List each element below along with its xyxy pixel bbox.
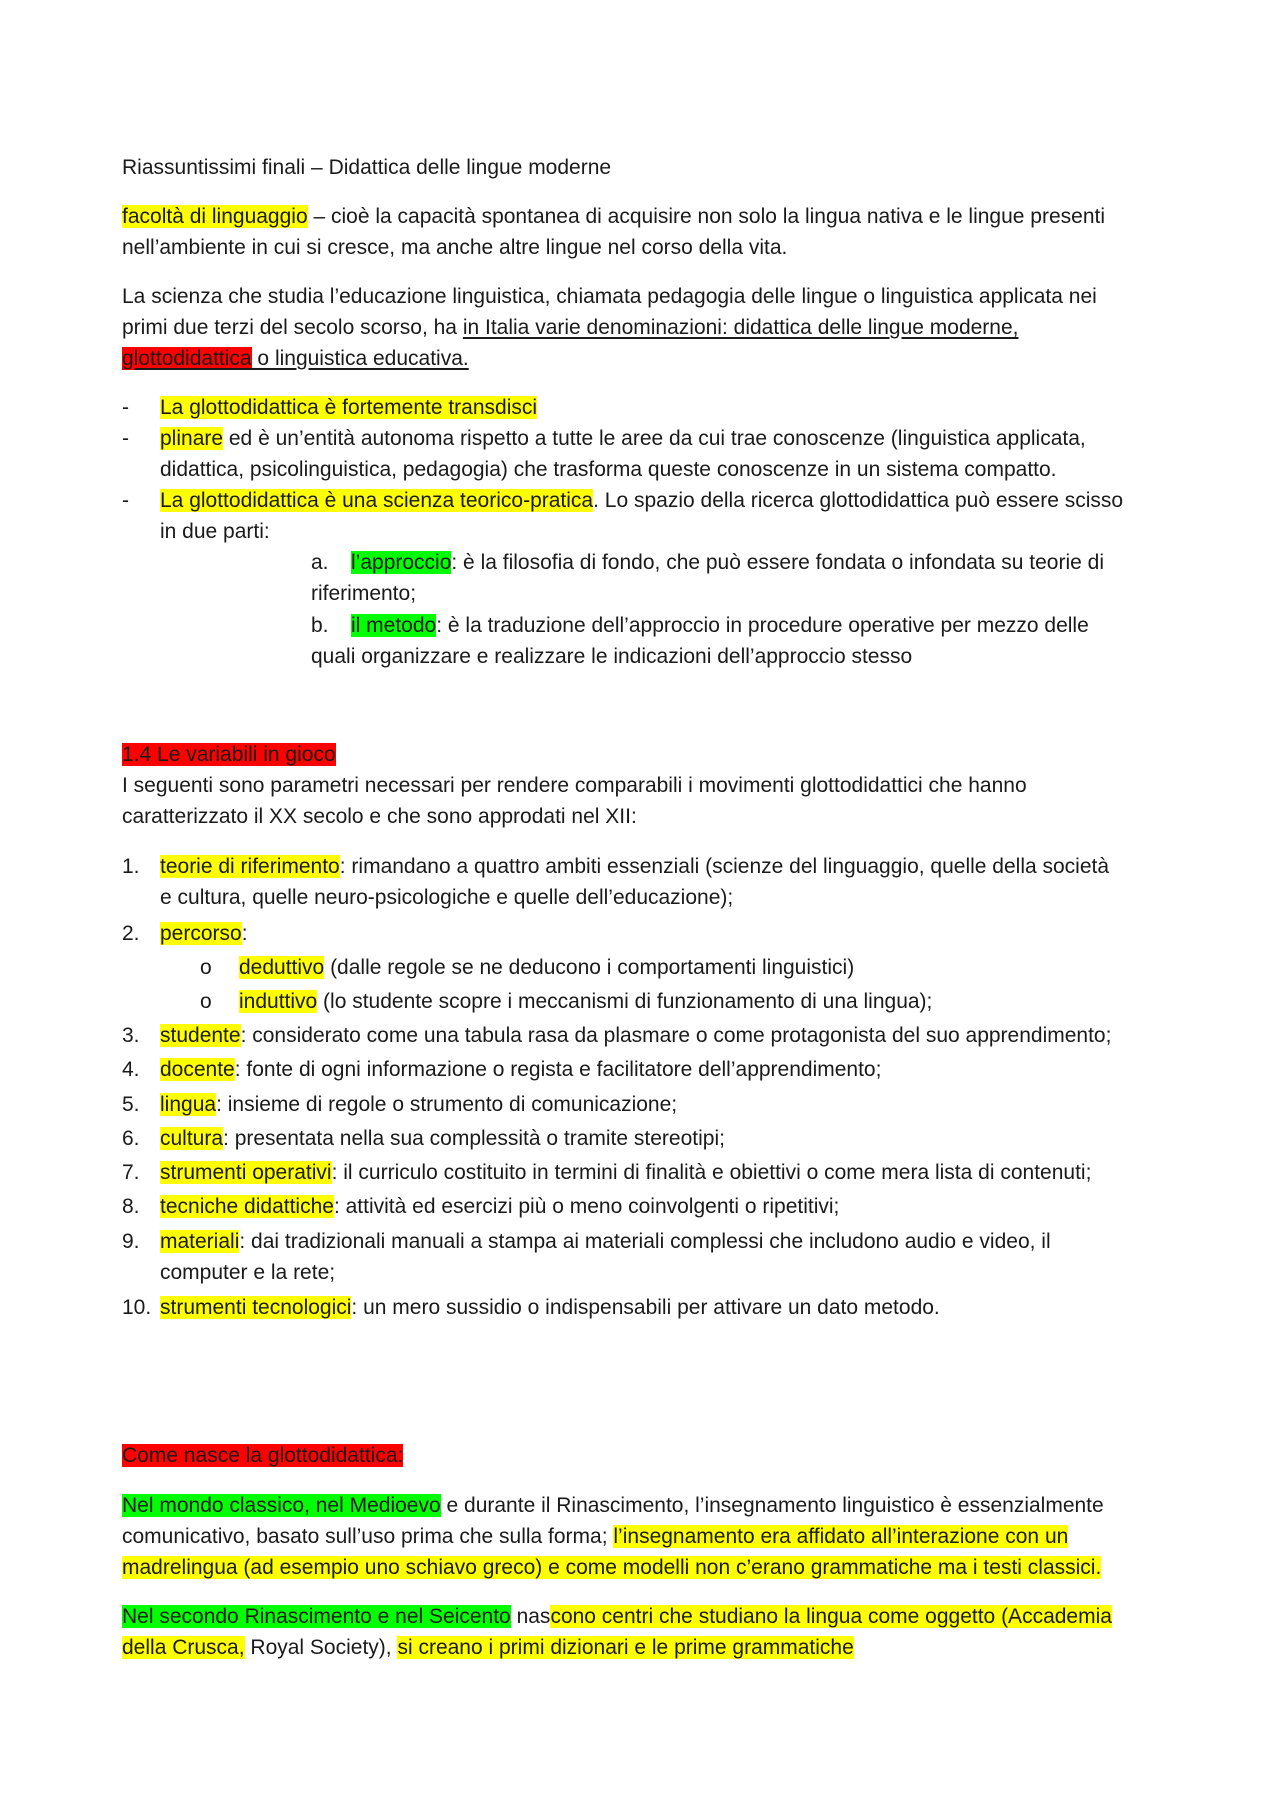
bullet-marker: o — [200, 990, 212, 1013]
dash-item-3-line-2: in due parti: — [160, 520, 270, 543]
percorso-sub-item: induttivo (lo studente scopre i meccanismi di funzionamento di una lingua); — [239, 990, 933, 1013]
list-item: cultura: presentata nella sua complessità o tramite stereotipi; — [160, 1127, 725, 1150]
sub-item-metodo-line-2: quali organizzare e realizzare le indicazioni dell’approccio stesso — [311, 645, 913, 668]
sub-item-metodo: il metodo: è la traduzione dell’approccio in procedure operative per mezzo delle — [351, 614, 1089, 637]
list-number: 1. — [122, 855, 140, 878]
science-line-2: primi due terzi del secolo scorso, ha in Italia varie denominazioni: didattica delle lingue moderne, — [122, 316, 1019, 339]
variabili-intro-1: I seguenti sono parametri necessari per rendere comparabili i movimenti glottodidattici che hanno — [122, 774, 1027, 797]
dash-marker: - — [122, 489, 129, 512]
list-item: lingua: insieme di regole o strumento di comunicazione; — [160, 1093, 678, 1116]
dash-item-2-line-2: didattica, psicolinguistica, pedagogia) che trasforma queste conoscenze in un sistema compatto. — [160, 458, 1057, 481]
list-number: 3. — [122, 1024, 140, 1047]
nasce-p2-line-2: della Crusca, Royal Society), si creano i primi dizionari e le prime grammatiche — [122, 1636, 854, 1659]
list-number: 2. — [122, 922, 140, 945]
nasce-p1-line-2: comunicativo, basato sull’uso prima che sulla forma; l’insegnamento era affidato all’interazione con un — [122, 1525, 1069, 1548]
list-number: 7. — [122, 1161, 140, 1184]
section-heading-variabili: 1.4 Le variabili in gioco — [122, 743, 336, 766]
section-heading-nasce: Come nasce la glottodidattica: — [122, 1444, 404, 1467]
term-facolta-linguaggio: facoltà di linguaggio — [122, 205, 308, 228]
list-number: 4. — [122, 1058, 140, 1081]
bullet-marker: o — [200, 956, 212, 979]
intro-line-1: facoltà di linguaggio – cioè la capacità spontanea di acquisire non solo la lingua nativa e le lingue presenti — [122, 205, 1106, 228]
sub-marker: b. — [311, 614, 329, 637]
dash-item-1: La glottodidattica è fortemente transdisci — [160, 396, 538, 419]
list-item: docente: fonte di ogni informazione o regista e facilitatore dell’apprendimento; — [160, 1058, 882, 1081]
nasce-p1-line-3: madrelingua (ad esempio uno schiavo greco) e come modelli non c’erano grammatiche ma i testi classici. — [122, 1556, 1102, 1579]
nasce-p2-line-1: Nel secondo Rinascimento e nel Seicento nascono centri che studiano la lingua come oggetto (Accademia — [122, 1605, 1112, 1628]
nasce-p1-line-1: Nel mondo classico, nel Medioevo e durante il Rinascimento, l’insegnamento linguistico è essenzialmente — [122, 1494, 1104, 1517]
dash-item-2: plinare ed è un’entità autonoma rispetto a tutte le aree da cui trae conoscenze (linguistica applicata, — [160, 427, 1086, 450]
list-item-line-2: computer e la rete; — [160, 1261, 336, 1284]
list-number: 9. — [122, 1230, 140, 1253]
percorso-sub-item: deduttivo (dalle regole se ne deducono i comportamenti linguistici) — [239, 956, 855, 979]
list-item: studente: considerato come una tabula rasa da plasmare o come protagonista del suo apprendimento; — [160, 1024, 1112, 1047]
list-item: strumenti tecnologici: un mero sussidio o indispensabili per attivare un dato metodo. — [160, 1296, 940, 1319]
science-line-1: La scienza che studia l’educazione linguistica, chiamata pedagogia delle lingue o linguistica applicata nei — [122, 285, 1097, 308]
list-item: teorie di riferimento: rimandano a quattro ambiti essenziali (scienze del linguaggio, quelle della società — [160, 855, 1110, 878]
intro-line-2: nell’ambiente in cui si cresce, ma anche altre lingue nel corso della vita. — [122, 236, 788, 259]
list-number: 5. — [122, 1093, 140, 1116]
dash-marker: - — [122, 396, 129, 419]
list-number: 6. — [122, 1127, 140, 1150]
list-item-line-2: e cultura, quelle neuro-psicologiche e quelle dell’educazione); — [160, 886, 734, 909]
variabili-intro-2: caratterizzato il XX secolo e che sono approdati nel XII: — [122, 805, 637, 828]
sub-item-approccio-line-2: riferimento; — [311, 582, 417, 605]
dash-item-3: La glottodidattica è una scienza teorico-pratica. Lo spazio della ricerca glottodidattica può essere scisso — [160, 489, 1124, 512]
list-number: 10. — [122, 1296, 152, 1319]
list-number: 8. — [122, 1195, 140, 1218]
list-item: percorso: — [160, 922, 248, 945]
term-glottodidattica: glottodidattica — [122, 347, 252, 370]
science-line-3: glottodidattica o linguistica educativa. — [122, 347, 469, 370]
list-item: strumenti operativi: il curriculo costituito in termini di finalità e obiettivi o come mera lista di contenuti; — [160, 1161, 1092, 1184]
list-item: materiali: dai tradizionali manuali a stampa ai materiali complessi che includono audio e video, il — [160, 1230, 1051, 1253]
dash-marker: - — [122, 427, 129, 450]
list-item: tecniche didattiche: attività ed esercizi più o meno coinvolgenti o ripetitivi; — [160, 1195, 840, 1218]
document-title: Riassuntissimi finali – Didattica delle lingue moderne — [122, 156, 612, 179]
sub-marker: a. — [311, 551, 329, 574]
sub-item-approccio: l’approccio: è la filosofia di fondo, che può essere fondata o infondata su teorie di — [351, 551, 1105, 574]
